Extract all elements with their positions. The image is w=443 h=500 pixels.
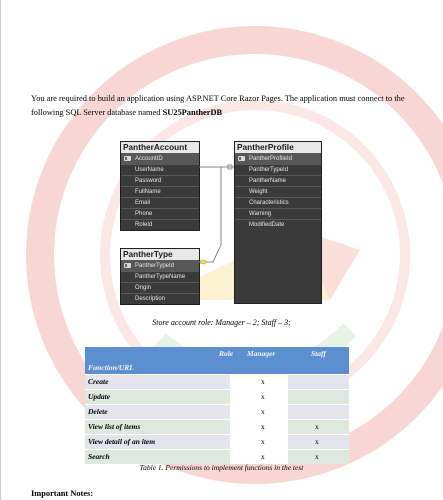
field-name: PantherTypeId xyxy=(249,167,289,173)
entity-field xyxy=(121,260,199,271)
entity-panthertype xyxy=(120,248,200,305)
field-name: PantherProfileId xyxy=(249,156,293,162)
table-row xyxy=(85,404,349,419)
entity-field xyxy=(235,208,321,219)
entity-field xyxy=(235,153,321,164)
function-cell: View list of items xyxy=(88,422,141,431)
function-cell: View detail of an item xyxy=(88,437,156,446)
staff-cell: x xyxy=(315,452,319,461)
relationship-endpoint-type xyxy=(200,260,206,264)
header-function: Function/URL xyxy=(88,363,134,372)
entity-field xyxy=(235,164,321,175)
intro-line-2-text: following SQL Server database named xyxy=(31,108,163,117)
entity-field xyxy=(235,186,321,197)
entity-title: PantherProfile xyxy=(235,142,321,153)
field-name: Characteristics xyxy=(249,200,289,206)
function-cell: Search xyxy=(88,452,110,461)
entity-field xyxy=(121,164,199,175)
primary-key-icon xyxy=(124,156,131,161)
staff-cell: x xyxy=(315,437,319,446)
entity-field xyxy=(121,153,199,164)
manager-cell: x xyxy=(261,452,265,461)
role-caption: Store account role: Manager – 2; Staff – 3; xyxy=(152,318,291,327)
page-edge xyxy=(0,0,1,500)
field-name: Phone xyxy=(135,211,153,217)
entity-pantherprofile xyxy=(234,141,322,304)
table-caption: Table 1. Permissions to implement functions in the test xyxy=(139,463,304,472)
field-name: ModifiedDate xyxy=(249,222,285,228)
table-header xyxy=(85,347,349,374)
staff-cell: x xyxy=(315,422,319,431)
table-row xyxy=(85,374,349,389)
table-body xyxy=(85,374,349,464)
permissions-table xyxy=(85,347,349,464)
manager-cell: x xyxy=(261,392,265,401)
field-name: Warning xyxy=(249,211,272,217)
header-manager: Manager xyxy=(247,349,276,358)
entity-field xyxy=(121,208,199,219)
primary-key-icon xyxy=(238,156,245,161)
table-cell-bg xyxy=(230,450,288,464)
entity-field xyxy=(235,219,321,230)
table-cell-bg xyxy=(230,375,288,389)
field-name: Password xyxy=(135,178,162,184)
field-name: AccountID xyxy=(135,156,163,162)
table-cell-bg xyxy=(288,405,349,419)
table-cell-bg xyxy=(288,390,349,404)
intro-paragraph xyxy=(31,92,433,120)
table-cell-bg xyxy=(230,390,288,404)
field-name: PantherTypeId xyxy=(135,263,175,269)
field-name: Weight xyxy=(249,189,268,195)
field-name: UserName xyxy=(135,167,164,173)
table-cell-bg xyxy=(288,375,349,389)
entity-field xyxy=(121,282,199,293)
manager-cell: x xyxy=(261,422,265,431)
notes-heading: Important Notes: xyxy=(31,489,94,498)
field-name: PantherTypeName xyxy=(135,274,186,280)
primary-key-icon xyxy=(124,263,131,268)
relationship-type-profile xyxy=(199,167,234,262)
table-row xyxy=(85,434,349,449)
field-name: Description xyxy=(135,296,166,302)
database-name: SU25PantherDB xyxy=(162,108,223,117)
entity-field xyxy=(121,219,199,230)
table-row xyxy=(85,449,349,464)
entity-field xyxy=(121,293,199,304)
table-cell-bg xyxy=(230,420,288,434)
entity-field xyxy=(235,197,321,208)
entity-title: PantherType xyxy=(121,249,199,260)
entity-title: PantherAccount xyxy=(121,142,199,153)
field-name: FullName xyxy=(135,189,161,195)
table-cell-bg xyxy=(230,405,288,419)
table-cell-bg xyxy=(230,435,288,449)
manager-cell: x xyxy=(261,437,265,446)
entity-field xyxy=(235,175,321,186)
intro-line-1: You are required to build an application using ASP.NET Core Razor Pages. The application must connect to the xyxy=(31,94,405,103)
manager-cell: x xyxy=(261,377,265,386)
relationship-endpoint-account xyxy=(228,165,232,169)
function-cell: Update xyxy=(88,392,111,401)
field-name: Origin xyxy=(135,285,152,291)
entity-field xyxy=(121,197,199,208)
table-row xyxy=(85,419,349,434)
entity-pantheraccount xyxy=(120,141,200,231)
intro-line-2 xyxy=(31,106,433,120)
field-name: RoleId xyxy=(135,222,153,228)
field-name: PantherName xyxy=(249,178,287,184)
field-name: Email xyxy=(135,200,151,206)
header-role: Role xyxy=(219,349,234,358)
entity-field xyxy=(121,186,199,197)
function-cell: Delete xyxy=(88,407,108,416)
entity-field xyxy=(121,175,199,186)
manager-cell: x xyxy=(261,407,265,416)
table-row xyxy=(85,389,349,404)
entity-field xyxy=(121,271,199,282)
function-cell: Create xyxy=(88,377,109,386)
header-staff: Staff xyxy=(311,349,326,358)
